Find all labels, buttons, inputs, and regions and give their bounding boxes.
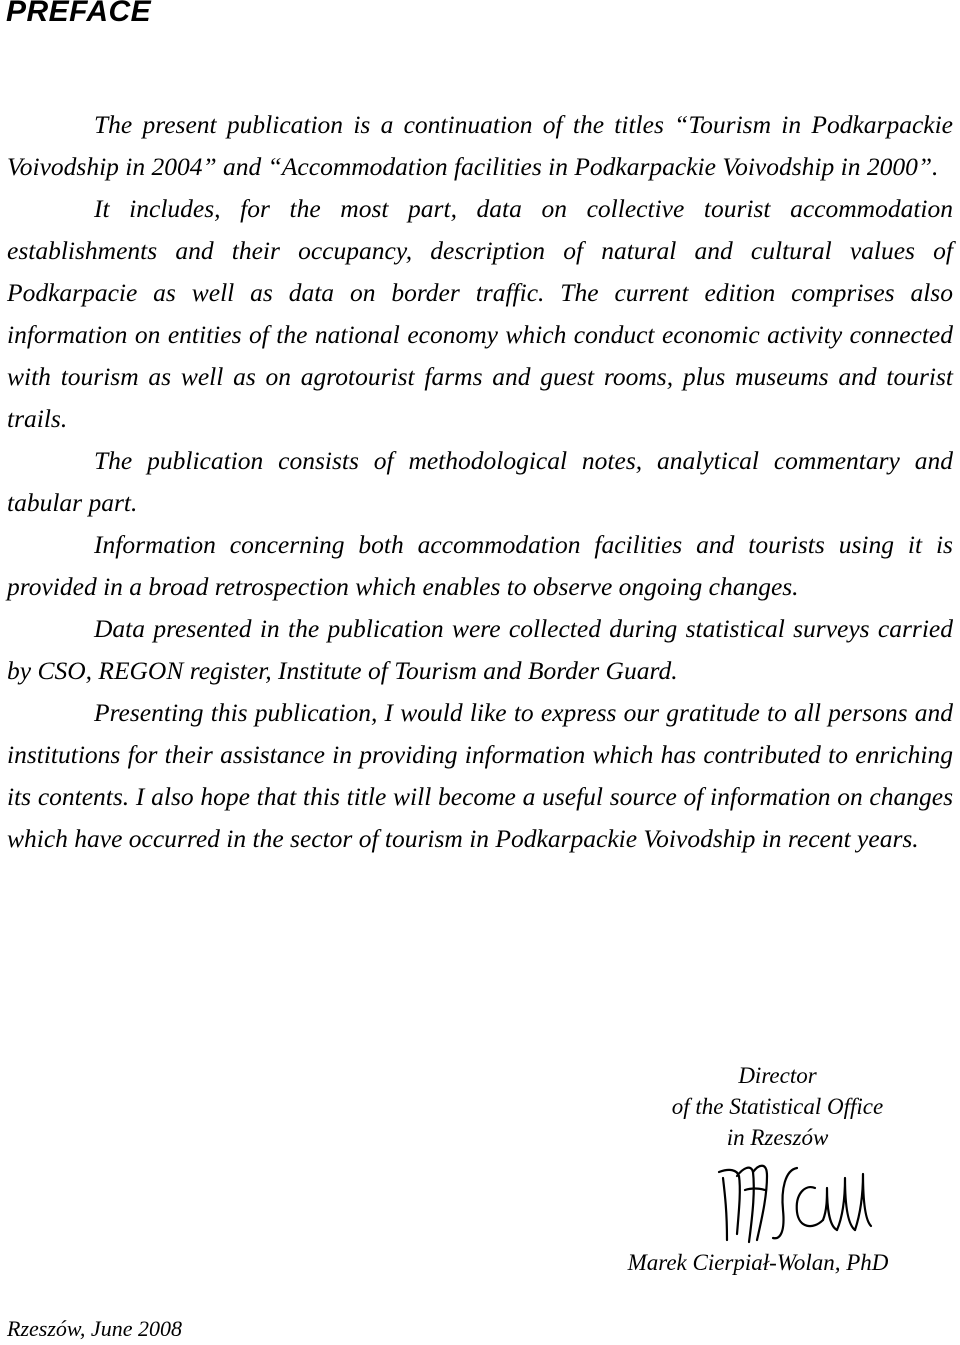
handwritten-signature bbox=[715, 1150, 875, 1248]
paragraph-data-sources: Data presented in the publication were collected during statistical surveys carried by CSO, REGON register, Institute of Tourism and Border Guard. bbox=[7, 614, 953, 685]
signer-role: Director bbox=[738, 1063, 817, 1088]
signature-title-block bbox=[600, 1060, 955, 1153]
paragraph-contents: It includes, for the most part, data on collective tourist accommodation establishments and their occupancy, description of natural and cultural values of Podkarpacie as well as data on border traffic. The current edition comprises also information on entities of the national economy which conduct economic activity connected with tourism as well as on agrotourist farms and guest rooms, plus museums and tourist trails. bbox=[7, 194, 953, 433]
paragraph-continuation: The present publication is a continuation of the titles “Tourism in Podkarpackie Voivodship in 2004” and “Accommodation facilities in Podkarpackie Voivodship in 2000”. bbox=[7, 110, 953, 181]
preface-body bbox=[7, 104, 953, 860]
place-date: Rzeszów, June 2008 bbox=[7, 1316, 182, 1341]
paragraph-gratitude: Presenting this publication, I would like to express our gratitude to all persons and institutions for their assistance in providing information which has contributed to enriching its contents. I also hope that this title will become a useful source of information on changes which have occurred in the sector of tourism in Podkarpackie Voivodship in recent years. bbox=[7, 698, 953, 853]
signer-name: Marek Cierpiał-Wolan, PhD bbox=[627, 1250, 889, 1275]
paragraph-retrospection: Information concerning both accommodation facilities and tourists using it is provided in a broad retrospection which enables to observe ongoing changes. bbox=[7, 530, 953, 601]
paragraph-structure: The publication consists of methodological notes, analytical commentary and tabular part. bbox=[7, 446, 953, 517]
signer-location: in Rzeszów bbox=[726, 1125, 829, 1150]
page-title: PREFACE bbox=[6, 0, 152, 28]
signer-office: of the Statistical Office bbox=[671, 1094, 884, 1119]
